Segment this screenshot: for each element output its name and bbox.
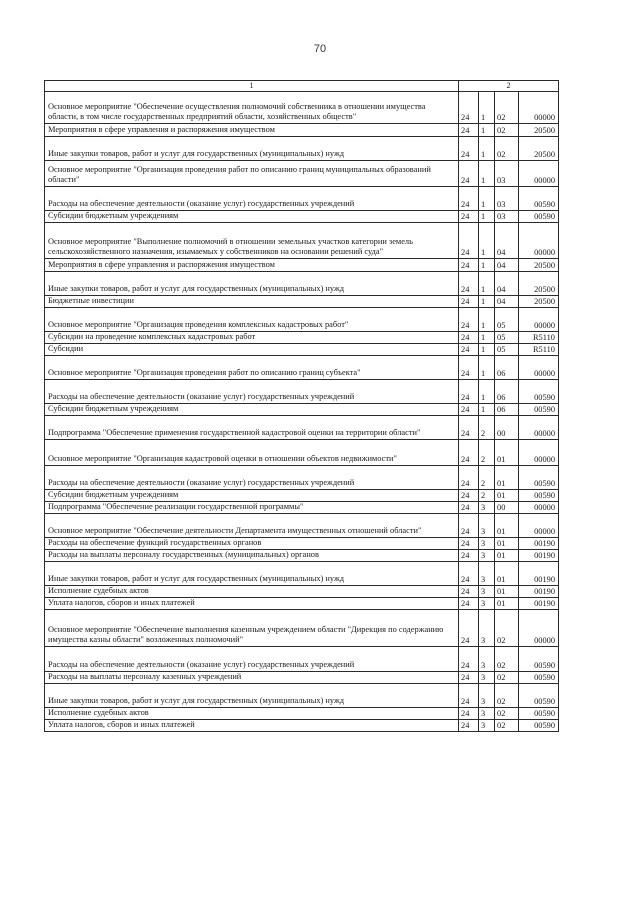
table-row — [45, 538, 559, 550]
subprogram-code-cell: 2 — [479, 466, 495, 490]
direction-code-cell: 20500 — [519, 137, 559, 161]
measure-code-cell: 01 — [495, 562, 519, 586]
direction-code-cell: 00590 — [519, 380, 559, 404]
subprogram-code-cell: 1 — [479, 296, 495, 308]
program-code-cell: 24 — [459, 332, 479, 344]
expense-name-cell: Иные закупки товаров, работ и услуг для государственных (муниципальных) нужд — [45, 272, 459, 296]
expense-name-cell: Иные закупки товаров, работ и услуг для государственных (муниципальных) нужд — [45, 562, 459, 586]
measure-code-cell: 04 — [495, 296, 519, 308]
subprogram-code-cell: 1 — [479, 223, 495, 259]
table-row — [45, 610, 559, 647]
table-row — [45, 344, 559, 356]
table-row — [45, 586, 559, 598]
program-code-cell: 24 — [459, 296, 479, 308]
subprogram-code-cell: 3 — [479, 647, 495, 672]
table-row — [45, 502, 559, 514]
subprogram-code-cell: 3 — [479, 610, 495, 647]
table-row — [45, 124, 559, 137]
direction-code-cell: R5110 — [519, 332, 559, 344]
direction-code-cell: 20500 — [519, 272, 559, 296]
measure-code-cell: 01 — [495, 440, 519, 466]
measure-code-cell: 01 — [495, 466, 519, 490]
direction-code-cell: 00000 — [519, 514, 559, 538]
program-code-cell: 24 — [459, 610, 479, 647]
expense-name-cell: Субсидии бюджетным учреждениям — [45, 490, 459, 502]
direction-code-cell: 00590 — [519, 672, 559, 684]
expense-name-cell: Расходы на обеспечение деятельности (оказание услуг) государственных учреждений — [45, 466, 459, 490]
measure-code-cell: 01 — [495, 514, 519, 538]
table-row — [45, 259, 559, 272]
subprogram-code-cell: 1 — [479, 211, 495, 223]
table-row — [45, 332, 559, 344]
program-code-cell: 24 — [459, 124, 479, 137]
direction-code-cell: 00000 — [519, 308, 559, 332]
measure-code-cell: 05 — [495, 344, 519, 356]
measure-code-cell: 02 — [495, 672, 519, 684]
measure-code-cell: 04 — [495, 259, 519, 272]
expense-name-cell: Расходы на обеспечение деятельности (оказание услуг) государственных учреждений — [45, 187, 459, 211]
subprogram-code-cell: 1 — [479, 124, 495, 137]
program-code-cell: 24 — [459, 538, 479, 550]
subprogram-code-cell: 1 — [479, 332, 495, 344]
subprogram-code-cell: 1 — [479, 161, 495, 187]
subprogram-code-cell: 2 — [479, 416, 495, 440]
expense-name-cell: Субсидии бюджетным учреждениям — [45, 211, 459, 223]
table-row — [45, 708, 559, 720]
table-row — [45, 647, 559, 672]
subprogram-code-cell: 2 — [479, 490, 495, 502]
table-row — [45, 440, 559, 466]
expense-name-cell: Основное мероприятие "Выполнение полномочий в отношении земельных участков категории земель сельскохозяйственного назначения, изымаемых у собственников на основании решений суда" — [45, 223, 459, 259]
expense-name-cell: Исполнение судебных актов — [45, 586, 459, 598]
expense-name-cell: Субсидии бюджетным учреждениям — [45, 404, 459, 416]
subprogram-code-cell: 1 — [479, 272, 495, 296]
measure-code-cell: 01 — [495, 538, 519, 550]
table-row — [45, 137, 559, 161]
column-header-2: 2 — [459, 81, 559, 92]
program-code-cell: 24 — [459, 647, 479, 672]
table-row — [45, 308, 559, 332]
direction-code-cell: 00190 — [519, 586, 559, 598]
table-row — [45, 211, 559, 223]
table-row — [45, 296, 559, 308]
direction-code-cell: 00000 — [519, 92, 559, 124]
direction-code-cell: 00000 — [519, 502, 559, 514]
program-code-cell: 24 — [459, 672, 479, 684]
expense-name-cell: Расходы на выплаты персоналу государственных (муниципальных) органов — [45, 550, 459, 562]
program-code-cell: 24 — [459, 404, 479, 416]
expense-name-cell: Расходы на обеспечение функций государственных органов — [45, 538, 459, 550]
subprogram-code-cell: 3 — [479, 708, 495, 720]
measure-code-cell: 05 — [495, 332, 519, 344]
program-code-cell: 24 — [459, 137, 479, 161]
program-code-cell: 24 — [459, 586, 479, 598]
direction-code-cell: 00590 — [519, 466, 559, 490]
direction-code-cell: 20500 — [519, 296, 559, 308]
table-row — [45, 466, 559, 490]
program-code-cell: 24 — [459, 720, 479, 732]
subprogram-code-cell: 1 — [479, 259, 495, 272]
expense-name-cell: Расходы на обеспечение деятельности (оказание услуг) государственных учреждений — [45, 647, 459, 672]
expense-name-cell: Основное мероприятие "Организация проведения комплексных кадастровых работ" — [45, 308, 459, 332]
program-code-cell: 24 — [459, 223, 479, 259]
table-row — [45, 161, 559, 187]
direction-code-cell: 00590 — [519, 187, 559, 211]
expense-name-cell: Мероприятия в сфере управления и распоряжения имуществом — [45, 259, 459, 272]
direction-code-cell: 00590 — [519, 647, 559, 672]
expense-name-cell: Уплата налогов, сборов и иных платежей — [45, 598, 459, 610]
table-row — [45, 187, 559, 211]
program-code-cell: 24 — [459, 380, 479, 404]
direction-code-cell: 00590 — [519, 211, 559, 223]
table-row — [45, 416, 559, 440]
measure-code-cell: 02 — [495, 708, 519, 720]
page-number: 70 — [313, 43, 327, 55]
subprogram-code-cell: 3 — [479, 720, 495, 732]
program-code-cell: 24 — [459, 550, 479, 562]
subprogram-code-cell: 1 — [479, 137, 495, 161]
measure-code-cell: 03 — [495, 211, 519, 223]
expense-name-cell: Иные закупки товаров, работ и услуг для государственных (муниципальных) нужд — [45, 137, 459, 161]
table-row — [45, 272, 559, 296]
expense-name-cell: Подпрограмма "Обеспечение применения государственной кадастровой оценки на территории области" — [45, 416, 459, 440]
subprogram-code-cell: 1 — [479, 308, 495, 332]
expense-name-cell: Уплата налогов, сборов и иных платежей — [45, 720, 459, 732]
table-row — [45, 514, 559, 538]
direction-code-cell: 00000 — [519, 356, 559, 380]
measure-code-cell: 02 — [495, 684, 519, 708]
expense-name-cell: Расходы на выплаты персоналу казенных учреждений — [45, 672, 459, 684]
direction-code-cell: R5110 — [519, 344, 559, 356]
program-code-cell: 24 — [459, 490, 479, 502]
subprogram-code-cell: 3 — [479, 672, 495, 684]
direction-code-cell: 00190 — [519, 598, 559, 610]
program-code-cell: 24 — [459, 684, 479, 708]
subprogram-code-cell: 3 — [479, 514, 495, 538]
expense-name-cell: Субсидии — [45, 344, 459, 356]
expense-name-cell: Основное мероприятие "Обеспечение осуществления полномочий собственника в отношении имущества области, в том числе государственных предприятий области, хозяйственных обществ" — [45, 92, 459, 124]
measure-code-cell: 04 — [495, 272, 519, 296]
subprogram-code-cell: 1 — [479, 404, 495, 416]
program-code-cell: 24 — [459, 514, 479, 538]
measure-code-cell: 02 — [495, 124, 519, 137]
program-code-cell: 24 — [459, 440, 479, 466]
program-code-cell: 24 — [459, 259, 479, 272]
subprogram-code-cell: 1 — [479, 380, 495, 404]
program-code-cell: 24 — [459, 161, 479, 187]
measure-code-cell: 01 — [495, 586, 519, 598]
table-row — [45, 598, 559, 610]
subprogram-code-cell: 3 — [479, 562, 495, 586]
subprogram-code-cell: 3 — [479, 586, 495, 598]
direction-code-cell: 00000 — [519, 223, 559, 259]
direction-code-cell: 00590 — [519, 490, 559, 502]
table-row — [45, 223, 559, 259]
program-code-cell: 24 — [459, 466, 479, 490]
program-code-cell: 24 — [459, 187, 479, 211]
measure-code-cell: 03 — [495, 161, 519, 187]
expense-name-cell: Основное мероприятие "Организация кадастровой оценки в отношении объектов недвижимости" — [45, 440, 459, 466]
expense-name-cell: Подпрограмма "Обеспечение реализации государственной программы" — [45, 502, 459, 514]
direction-code-cell: 00000 — [519, 610, 559, 647]
expense-name-cell: Основное мероприятие "Организация проведения работ по описанию границ муниципальных образований области" — [45, 161, 459, 187]
direction-code-cell: 00000 — [519, 440, 559, 466]
subprogram-code-cell: 3 — [479, 502, 495, 514]
subprogram-code-cell: 3 — [479, 550, 495, 562]
direction-code-cell: 00190 — [519, 550, 559, 562]
table-header-row — [45, 81, 559, 92]
table-row — [45, 562, 559, 586]
direction-code-cell: 20500 — [519, 124, 559, 137]
program-code-cell: 24 — [459, 562, 479, 586]
expense-name-cell: Расходы на обеспечение деятельности (оказание услуг) государственных учреждений — [45, 380, 459, 404]
direction-code-cell: 00590 — [519, 404, 559, 416]
subprogram-code-cell: 3 — [479, 598, 495, 610]
table-row — [45, 684, 559, 708]
direction-code-cell: 00590 — [519, 720, 559, 732]
expense-name-cell: Основное мероприятие "Организация проведения работ по описанию границ субъекта" — [45, 356, 459, 380]
program-code-cell: 24 — [459, 344, 479, 356]
measure-code-cell: 04 — [495, 223, 519, 259]
direction-code-cell: 00190 — [519, 538, 559, 550]
subprogram-code-cell: 1 — [479, 356, 495, 380]
budget-classification-table — [44, 80, 559, 732]
measure-code-cell: 03 — [495, 187, 519, 211]
table-row — [45, 404, 559, 416]
measure-code-cell: 02 — [495, 610, 519, 647]
measure-code-cell: 01 — [495, 598, 519, 610]
program-code-cell: 24 — [459, 92, 479, 124]
expense-name-cell: Мероприятия в сфере управления и распоряжения имуществом — [45, 124, 459, 137]
direction-code-cell: 00000 — [519, 416, 559, 440]
measure-code-cell: 00 — [495, 416, 519, 440]
program-code-cell: 24 — [459, 211, 479, 223]
expense-name-cell: Субсидии на проведение комплексных кадастровых работ — [45, 332, 459, 344]
subprogram-code-cell: 2 — [479, 440, 495, 466]
measure-code-cell: 01 — [495, 550, 519, 562]
program-code-cell: 24 — [459, 356, 479, 380]
table-row — [45, 720, 559, 732]
direction-code-cell: 00190 — [519, 562, 559, 586]
table-row — [45, 380, 559, 404]
expense-name-cell: Исполнение судебных актов — [45, 708, 459, 720]
subprogram-code-cell: 3 — [479, 538, 495, 550]
measure-code-cell: 02 — [495, 720, 519, 732]
program-code-cell: 24 — [459, 708, 479, 720]
measure-code-cell: 06 — [495, 380, 519, 404]
table-row — [45, 92, 559, 124]
measure-code-cell: 02 — [495, 647, 519, 672]
measure-code-cell: 01 — [495, 490, 519, 502]
expense-name-cell: Бюджетные инвестиции — [45, 296, 459, 308]
program-code-cell: 24 — [459, 272, 479, 296]
program-code-cell: 24 — [459, 308, 479, 332]
subprogram-code-cell: 1 — [479, 92, 495, 124]
direction-code-cell: 20500 — [519, 259, 559, 272]
expense-name-cell: Основное мероприятие "Обеспечение выполнения казенным учреждением области "Дирекция по содержанию имущества казны области" возложенных полномочий" — [45, 610, 459, 647]
measure-code-cell: 02 — [495, 137, 519, 161]
expense-name-cell: Основное мероприятие "Обеспечение деятельности Департамента имущественных отношений области" — [45, 514, 459, 538]
subprogram-code-cell: 1 — [479, 187, 495, 211]
measure-code-cell: 00 — [495, 502, 519, 514]
measure-code-cell: 06 — [495, 404, 519, 416]
program-code-cell: 24 — [459, 416, 479, 440]
subprogram-code-cell: 3 — [479, 684, 495, 708]
expense-name-cell: Иные закупки товаров, работ и услуг для государственных (муниципальных) нужд — [45, 684, 459, 708]
program-code-cell: 24 — [459, 502, 479, 514]
table-row — [45, 550, 559, 562]
column-header-1: 1 — [45, 81, 459, 92]
direction-code-cell: 00000 — [519, 161, 559, 187]
table-row — [45, 356, 559, 380]
table-row — [45, 672, 559, 684]
measure-code-cell: 05 — [495, 308, 519, 332]
subprogram-code-cell: 1 — [479, 344, 495, 356]
program-code-cell: 24 — [459, 598, 479, 610]
measure-code-cell: 02 — [495, 92, 519, 124]
table-row — [45, 490, 559, 502]
direction-code-cell: 00590 — [519, 684, 559, 708]
measure-code-cell: 06 — [495, 356, 519, 380]
direction-code-cell: 00590 — [519, 708, 559, 720]
